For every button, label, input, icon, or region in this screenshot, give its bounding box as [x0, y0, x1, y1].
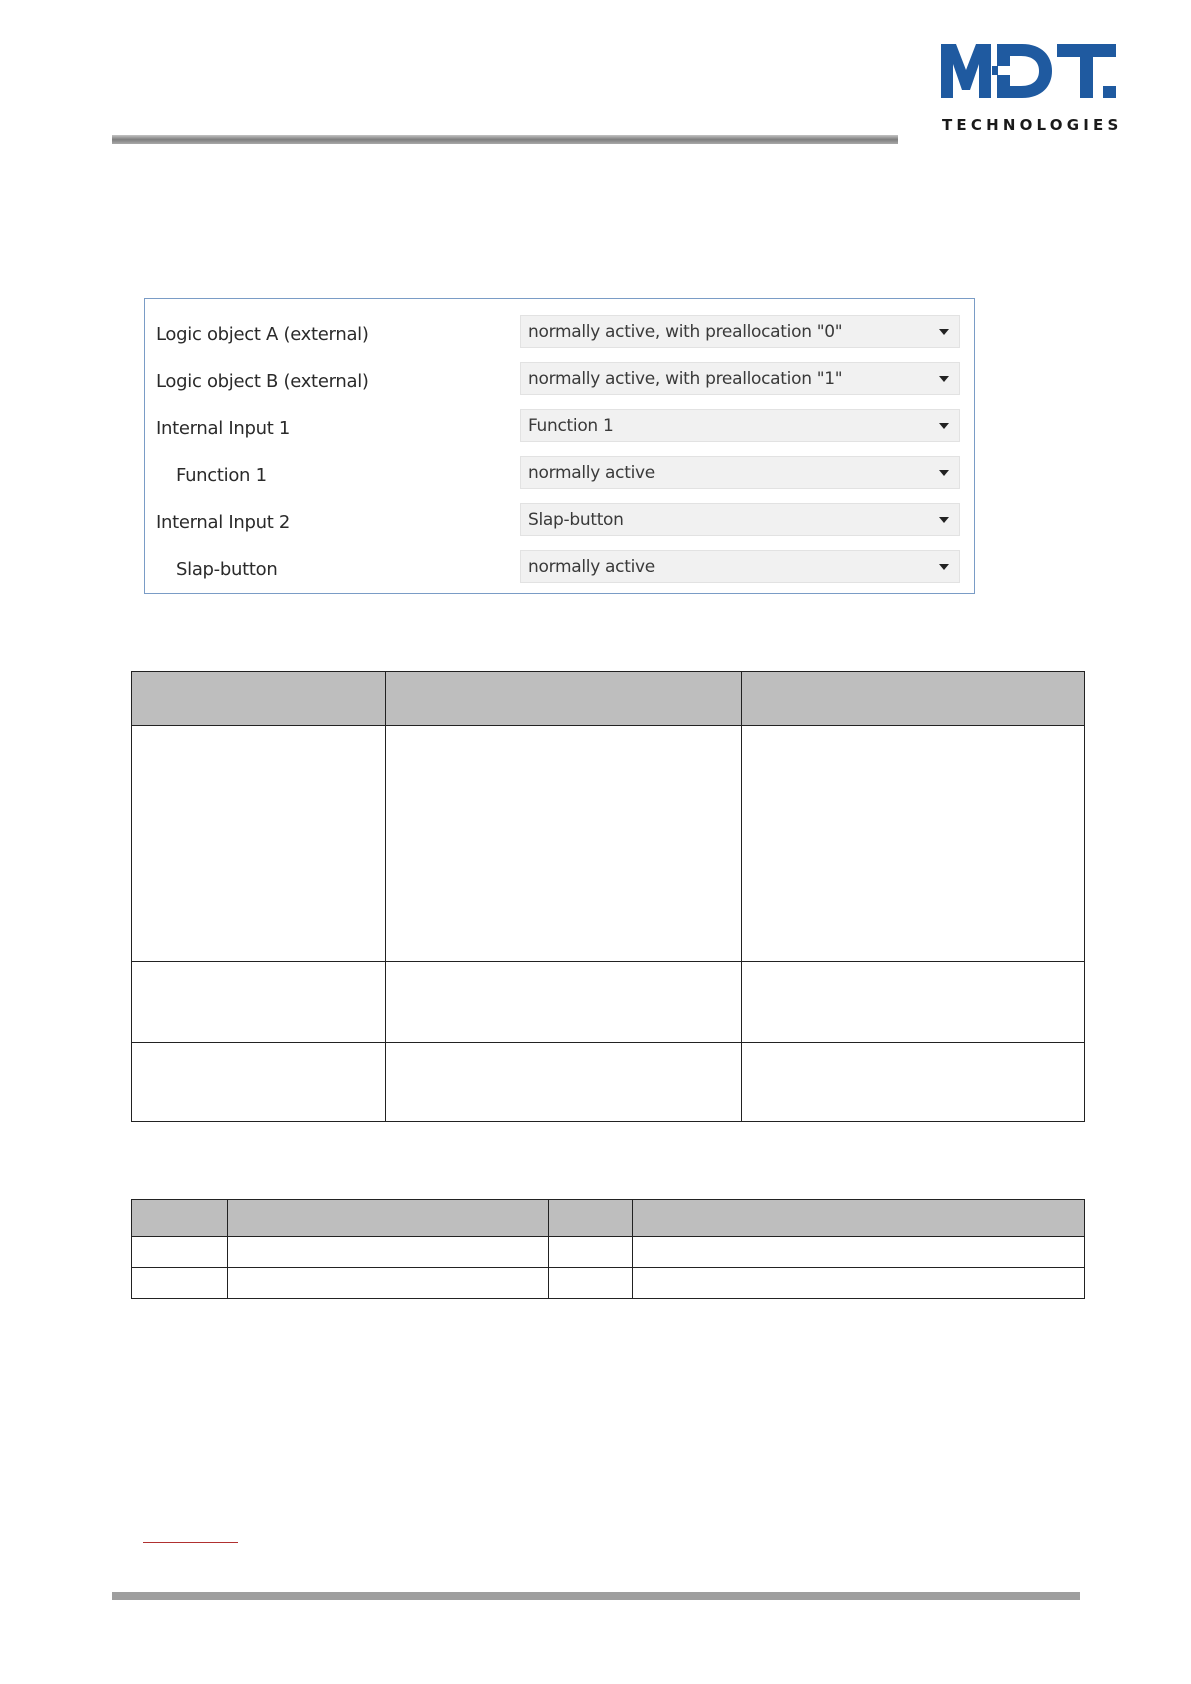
table-row [132, 962, 1085, 1043]
table-cell [548, 1237, 633, 1268]
table-cell [633, 1268, 1085, 1299]
param-label: Internal Input 2 [156, 512, 291, 533]
table-cell [742, 1043, 1085, 1122]
param-row-function-1 [145, 452, 974, 499]
caret-down-icon [939, 329, 949, 335]
table-header-cell [742, 672, 1085, 726]
param-select-value: normally active, with preallocation "0" [528, 322, 843, 342]
table-row [132, 1043, 1085, 1122]
mdt-logo [940, 40, 1123, 140]
param-select-internal-input-1[interactable] [520, 409, 960, 442]
table-cell [132, 962, 386, 1043]
param-select-value: normally active, with preallocation "1" [528, 369, 843, 389]
table-header-row [132, 1200, 1085, 1237]
table-cell [227, 1268, 548, 1299]
table-row [132, 1268, 1085, 1299]
param-row-logic-b [145, 358, 974, 405]
param-row-internal-input-2 [145, 499, 974, 546]
param-select-function-1[interactable] [520, 456, 960, 489]
caret-down-icon [939, 470, 949, 476]
table-header-cell [385, 672, 742, 726]
logo-tagline: TECHNOLOGIES [942, 116, 1123, 134]
table-cell [742, 726, 1085, 962]
param-select-logic-a[interactable] [520, 315, 960, 348]
table-header-cell [132, 1200, 228, 1237]
table-cell [385, 726, 742, 962]
table-cell [742, 962, 1085, 1043]
communication-objects-table [131, 1199, 1085, 1299]
parameter-description-table [131, 671, 1085, 1122]
footer-rule [112, 1592, 1080, 1600]
param-select-internal-input-2[interactable] [520, 503, 960, 536]
table-cell [132, 1268, 228, 1299]
mdt-logo-mark [940, 40, 1116, 102]
param-row-internal-input-1 [145, 405, 974, 452]
param-select-value: normally active [528, 463, 655, 483]
header-rule [112, 135, 898, 144]
caret-down-icon [939, 564, 949, 570]
caret-down-icon [939, 376, 949, 382]
table-cell [633, 1237, 1085, 1268]
table-header-cell [633, 1200, 1085, 1237]
parameter-panel [144, 298, 975, 594]
table-header-cell [132, 672, 386, 726]
table-cell [132, 726, 386, 962]
param-select-value: normally active [528, 557, 655, 577]
param-select-slap-button[interactable] [520, 550, 960, 583]
table-cell [132, 1043, 386, 1122]
param-label: Internal Input 1 [156, 418, 291, 439]
param-row-logic-a [145, 311, 974, 358]
footnote-separator [143, 1542, 238, 1543]
table-header-row [132, 672, 1085, 726]
table-row [132, 1237, 1085, 1268]
param-label: Function 1 [176, 465, 267, 486]
table-header-cell [227, 1200, 548, 1237]
table-cell [548, 1268, 633, 1299]
table-cell [385, 962, 742, 1043]
table-cell [385, 1043, 742, 1122]
param-select-logic-b[interactable] [520, 362, 960, 395]
table-cell [227, 1237, 548, 1268]
table-row [132, 726, 1085, 962]
caret-down-icon [939, 517, 949, 523]
table-header-cell [548, 1200, 633, 1237]
caret-down-icon [939, 423, 949, 429]
param-select-value: Slap-button [528, 510, 624, 530]
param-label: Slap-button [176, 559, 278, 580]
param-select-value: Function 1 [528, 416, 614, 436]
param-row-slap-button [145, 546, 974, 593]
table-cell [132, 1237, 228, 1268]
param-label: Logic object A (external) [156, 324, 369, 345]
param-label: Logic object B (external) [156, 371, 369, 392]
